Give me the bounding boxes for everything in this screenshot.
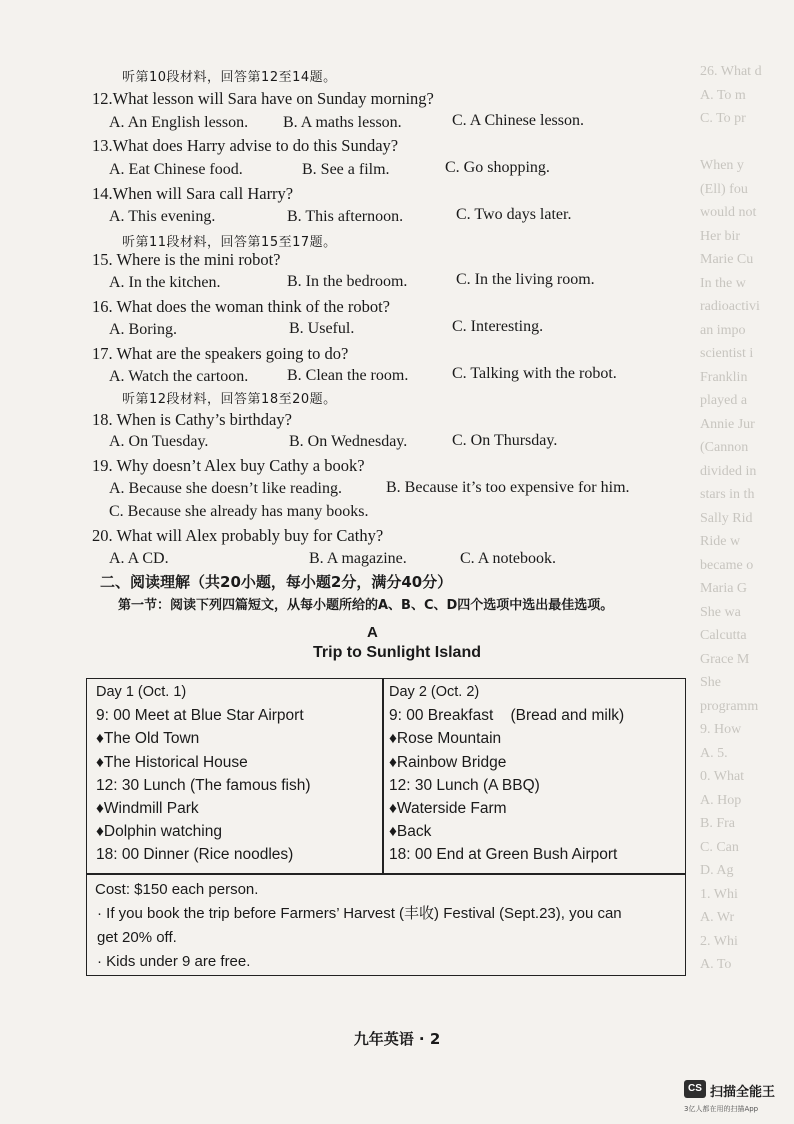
q18-option-c: C. On Thursday. xyxy=(452,432,558,449)
bleed-line: She xyxy=(700,675,721,690)
q15-option-c: C. In the living room. xyxy=(456,271,595,288)
q14-option-c: C. Two days later. xyxy=(456,206,572,223)
bleed-line: 0. What xyxy=(700,769,745,784)
cs-logo-icon: CS xyxy=(684,1080,706,1098)
question-18: 18. When is Cathy’s birthday? xyxy=(92,410,292,429)
bleed-line: A. 5. xyxy=(700,745,728,761)
bleed-line: D. Ag xyxy=(700,863,734,878)
q12-option-b: B. A maths lesson. xyxy=(283,114,402,131)
bleed-line: C. Can xyxy=(700,839,739,855)
day1-item: 12: 30 Lunch (The famous fish) xyxy=(96,776,311,794)
watermark-app-name: 扫描全能王 xyxy=(710,1085,776,1100)
bleed-line: 9. How xyxy=(700,722,742,737)
listening-instruction: 听第10段材料，回答第12至14题。 xyxy=(122,70,337,85)
bleed-line: B. Fra xyxy=(700,816,735,831)
q12-option-c: C. A Chinese lesson. xyxy=(452,112,585,129)
day1-item: ♦Dolphin watching xyxy=(96,823,222,841)
bleed-line: Ride w xyxy=(700,534,741,549)
bleed-line: Sally Rid xyxy=(700,510,753,526)
passage-letter: A xyxy=(367,624,378,641)
bleed-line: became o xyxy=(700,557,754,573)
day2-item: 12: 30 Lunch (A BBQ) xyxy=(389,776,540,794)
q18-option-b: B. On Wednesday. xyxy=(289,433,408,450)
bleed-line xyxy=(700,131,794,155)
table-divider xyxy=(382,679,384,873)
q20-option-b: B. A magazine. xyxy=(309,550,407,567)
bleed-line: C. To pr xyxy=(700,111,746,126)
bleed-line: A. To xyxy=(700,957,732,972)
bleed-line: 2. Whi xyxy=(700,933,738,949)
cost-section xyxy=(95,878,622,974)
q18-option-a: A. On Tuesday. xyxy=(109,433,209,450)
bleed-line: In the w xyxy=(700,275,746,291)
q19-option-c: C. Because she already has many books. xyxy=(109,503,369,520)
bleed-line: A. Hop xyxy=(700,792,742,808)
question-19: 19. Why doesn’t Alex buy Cathy a book? xyxy=(92,456,365,475)
cost-discount-note: · If you book the trip before Farmers’ Harvest (丰收) Festival (Sept.23), you can xyxy=(97,905,622,922)
passage-title: Trip to Sunlight Island xyxy=(313,644,481,661)
day2-item: ♦Rose Mountain xyxy=(389,730,502,748)
bleed-line: 26. What d xyxy=(700,64,762,79)
bleed-line: would not xyxy=(700,205,757,220)
q14-option-a: A. This evening. xyxy=(109,208,216,225)
q19-option-a: A. Because she doesn’t like reading. xyxy=(109,480,342,497)
day1-item: 9: 00 Meet at Blue Star Airport xyxy=(96,707,304,725)
bleed-line: stars in th xyxy=(700,487,755,502)
cost-discount-note: get 20% off. xyxy=(97,929,177,946)
day1-item: ♦The Old Town xyxy=(96,730,200,748)
q16-option-b: B. Useful. xyxy=(289,320,355,337)
bleed-line: When y xyxy=(700,158,744,173)
watermark-tagline: 3亿人都在用的扫描App xyxy=(684,1105,759,1113)
bleed-line: (Cannon xyxy=(700,440,749,455)
day2-header: Day 2 (Oct. 2) xyxy=(389,684,480,700)
page-footer: 九年英语 · 2 xyxy=(353,1030,441,1048)
bleed-line: Calcutta xyxy=(700,628,747,643)
bleed-line: scientist i xyxy=(700,346,754,361)
bleed-line: Her bir xyxy=(700,228,741,244)
table-divider xyxy=(87,873,685,875)
q16-option-c: C. Interesting. xyxy=(452,318,544,335)
day1-item: 18: 00 Dinner (Rice noodles) xyxy=(96,846,294,864)
cost-line: Cost: $150 each person. xyxy=(95,881,259,898)
q13-option-a: A. Eat Chinese food. xyxy=(109,161,243,178)
q15-option-b: B. In the bedroom. xyxy=(287,273,408,290)
bleed-line: A. To m xyxy=(700,87,746,103)
day2-item: ♦Back xyxy=(389,823,432,841)
question-12: 12.What lesson will Sara have on Sunday morning? xyxy=(92,89,434,108)
q16-option-a: A. Boring. xyxy=(109,321,177,338)
reading-section-title: 二、阅读理解（共20小题，每小题2分，满分40分） xyxy=(100,573,453,591)
bleed-line: Maria G xyxy=(700,581,748,596)
bleed-through-text xyxy=(700,60,794,977)
q17-option-a: A. Watch the cartoon. xyxy=(109,368,249,385)
q15-option-a: A. In the kitchen. xyxy=(109,274,221,291)
reading-instruction: 第一节：阅读下列四篇短文，从每小题所给的A、B、C、D四个选项中选出最佳选项。 xyxy=(118,598,614,613)
itinerary-table xyxy=(86,678,686,976)
bleed-line: radioactivi xyxy=(700,299,760,314)
question-14: 14.When will Sara call Harry? xyxy=(92,184,294,203)
day1-header: Day 1 (Oct. 1) xyxy=(96,684,187,700)
bleed-line: (Ell) fou xyxy=(700,181,748,197)
q19-option-b: B. Because it’s too expensive for him. xyxy=(386,479,630,496)
bleed-line: Annie Jur xyxy=(700,416,755,432)
listening-instruction: 听第11段材料，回答第15至17题。 xyxy=(122,235,337,250)
q13-option-c: C. Go shopping. xyxy=(445,159,550,176)
q17-option-c: C. Talking with the robot. xyxy=(452,365,617,382)
question-17: 17. What are the speakers going to do? xyxy=(92,344,349,363)
question-15: 15. Where is the mini robot? xyxy=(92,250,281,269)
bleed-line: She wa xyxy=(700,604,741,620)
q12-option-a: A. An English lesson. xyxy=(109,114,249,131)
bleed-line: Grace M xyxy=(700,651,750,667)
question-20: 20. What will Alex probably buy for Cathy? xyxy=(92,526,384,545)
day2-item: 9: 00 Breakfast (Bread and milk) xyxy=(389,707,625,725)
bleed-line: an impo xyxy=(700,322,746,338)
day2-item: ♦Waterside Farm xyxy=(389,800,507,818)
day1-item: ♦Windmill Park xyxy=(96,800,199,818)
day2-item: 18: 00 End at Green Bush Airport xyxy=(389,846,618,864)
question-13: 13.What does Harry advise to do this Sunday? xyxy=(92,136,399,155)
bleed-line: divided in xyxy=(700,463,757,479)
day1-item: ♦The Historical House xyxy=(96,753,248,771)
q20-option-c: C. A notebook. xyxy=(460,550,557,567)
q14-option-b: B. This afternoon. xyxy=(287,208,404,225)
bleed-line: 1. Whi xyxy=(700,886,738,902)
bleed-line: Marie Cu xyxy=(700,252,754,267)
cost-kids-note: · Kids under 9 are free. xyxy=(97,953,251,970)
day2-column xyxy=(389,681,624,867)
day1-column xyxy=(96,681,311,867)
day2-item: ♦Rainbow Bridge xyxy=(389,753,507,771)
bleed-line: Franklin xyxy=(700,369,748,385)
q20-option-a: A. A CD. xyxy=(109,550,169,567)
bleed-line: A. Wr xyxy=(700,910,735,925)
bleed-line: played a xyxy=(700,393,748,408)
listening-instruction: 听第12段材料，回答第18至20题。 xyxy=(122,392,337,407)
bleed-line: programm xyxy=(700,698,759,714)
q13-option-b: B. See a film. xyxy=(302,161,390,178)
q17-option-b: B. Clean the room. xyxy=(287,367,409,384)
question-16: 16. What does the woman think of the robot? xyxy=(92,297,391,316)
